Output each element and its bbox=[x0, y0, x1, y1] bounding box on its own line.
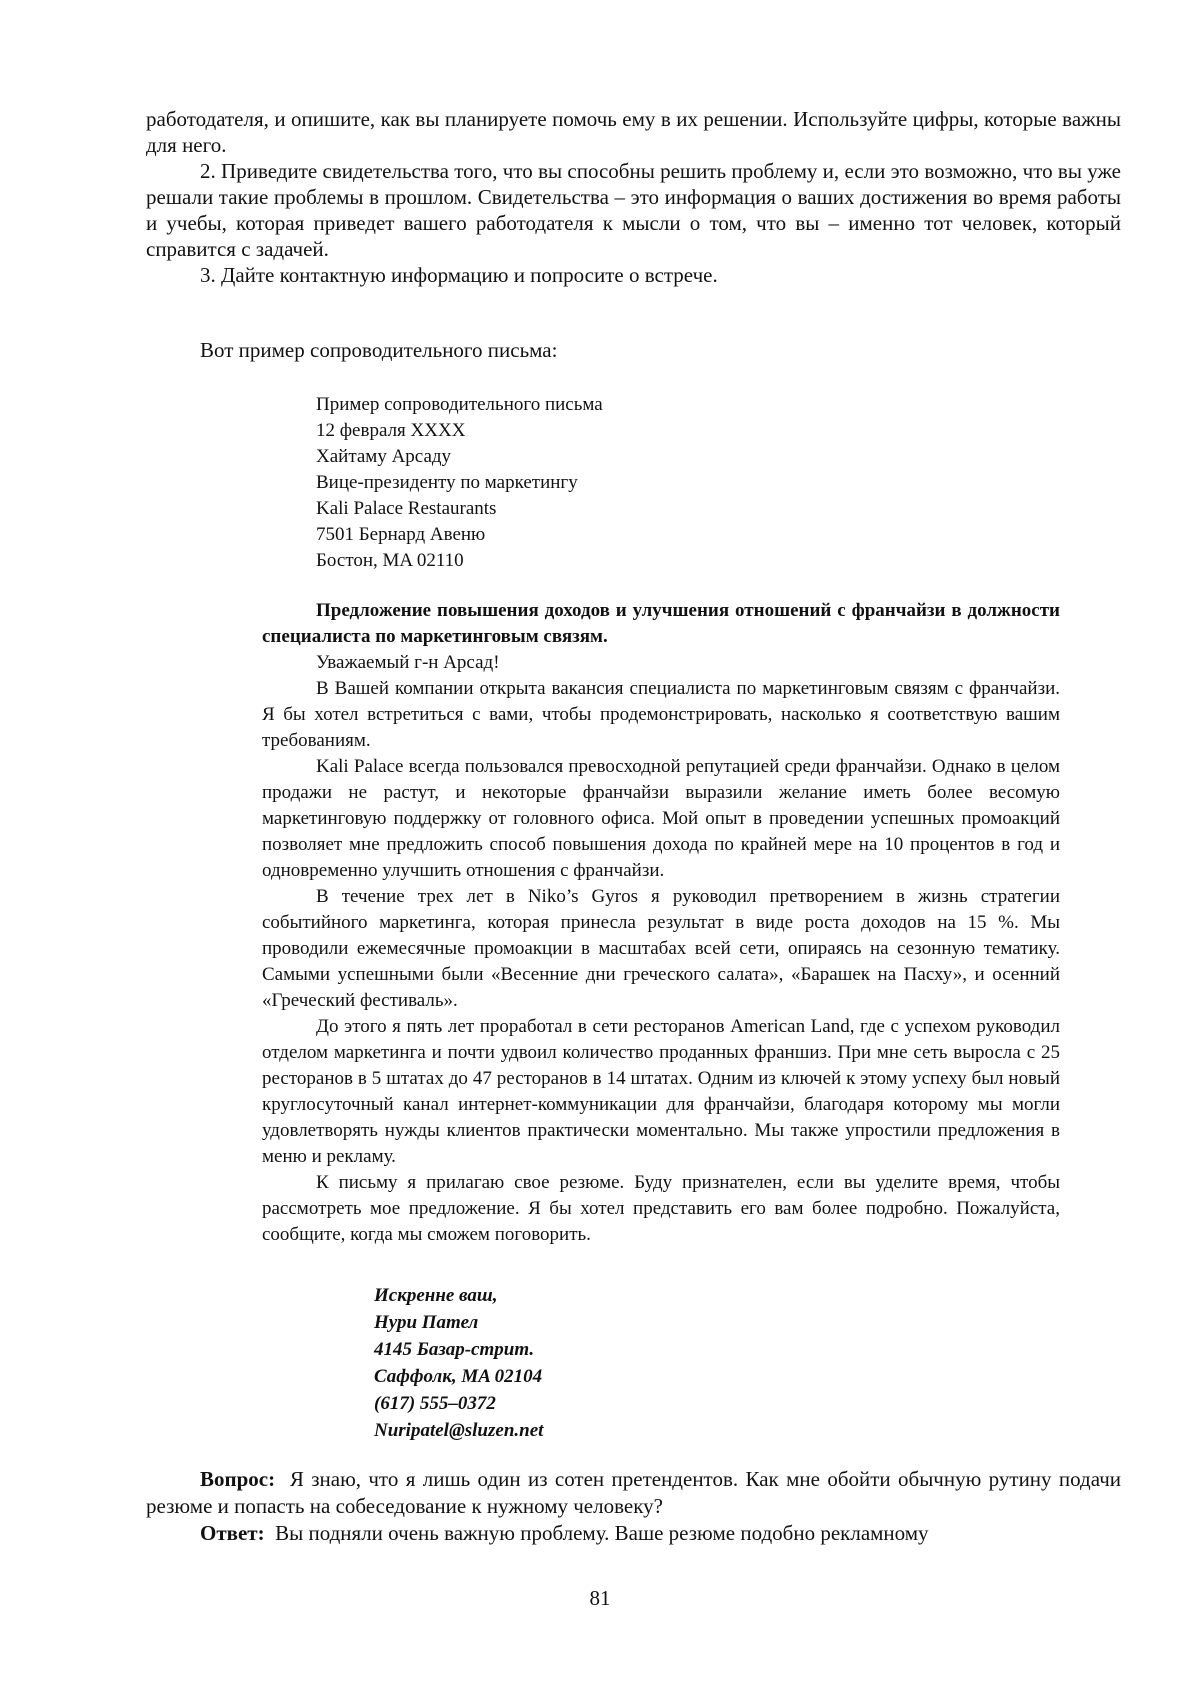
letter-street: 7501 Бернард Авеню bbox=[316, 524, 486, 545]
signature-email: Nuripatel@sluzen.net bbox=[374, 1420, 544, 1441]
letter-paragraph: В течение трех лет в Niko’s Gyros я руководил претворением в жизнь стратегии событийного маркетинга, которая принесла результат в виде роста доходов на 15 %. Мы проводили ежемесячные промоакции в масштабах всей сети, опираясь на сезонную тематику. Самыми успешными были «Весенние дни греческого салата», «Барашек на Пасху», и осенний «Греческий фестиваль». bbox=[262, 886, 1060, 1011]
signature-phone: (617) 555–0372 bbox=[374, 1393, 496, 1414]
letter-paragraph: В Вашей компании открыта вакансия специалиста по маркетинговым связям с франчайзи. Я бы хотел встретиться с вами, чтобы продемонстрировать, насколько я соответствую вашим требованиям. bbox=[262, 678, 1060, 751]
example-lead: Вот пример сопроводительного письма: bbox=[200, 338, 558, 362]
page-number: 81 bbox=[589, 1586, 611, 1610]
intro-section bbox=[146, 106, 1121, 288]
letter-recipient-position: Вице-президенту по маркетингу bbox=[316, 472, 578, 493]
letter-company: Kali Palace Restaurants bbox=[316, 498, 497, 519]
letter-paragraph: До этого я пять лет проработал в сети ресторанов American Land, где с успехом руководил отделом маркетинга и почти удвоил количество проданных франшиз. При мне сеть выросла с 25 ресторанов в 5 штатах до 47 ресторанов в 14 штатах. Одним из ключей к этому успеху был новый круглосуточный канал интернет-коммуникации для франчайзи, благодаря которому мы могли удовлетворять нужды клиентов практически моментально. Мы также упростили предложения в меню и рекламу. bbox=[262, 1016, 1060, 1167]
letter-salutation: Уважаемый г-н Арсад! bbox=[316, 652, 500, 673]
letter-city: Бостон, MA 02110 bbox=[316, 550, 464, 571]
letter-body bbox=[262, 598, 1060, 1248]
letter-address-block bbox=[316, 392, 603, 574]
letter-subject: Предложение повышения доходов и улучшения отношений с франчайзи в должности специалиста по маркетинговым связям. bbox=[262, 600, 1060, 647]
question-label: Вопрос: bbox=[200, 1467, 276, 1491]
question bbox=[146, 1466, 1121, 1520]
intro-point-2: 2. Приведите свидетельства того, что вы способны решить проблему и, если это возможно, что вы уже решали такие проблемы в прошлом. Свидетельства – это информация о ваших достижения во время работы и учебы, которая приведет вашего работодателя к мысли о том, что вы – именно тот человек, который справится с задачей. bbox=[146, 159, 1121, 261]
letter-paragraph: Kali Palace всегда пользовался превосходной репутацией среди франчайзи. Однако в целом продажи не растут, и некоторые франчайзи выразили желание иметь более весомую маркетинговую поддержку от головного офиса. Мой опыт в проведении успешных промоакций позволяет мне предложить способ повышения дохода по крайней мере на 10 процентов в год и одновременно улучшить отношения с франчайзи. bbox=[262, 756, 1060, 881]
signature-street: 4145 Базар-стрит. bbox=[374, 1339, 535, 1360]
signature-closing: Искренне ваш, bbox=[374, 1285, 498, 1306]
answer-text: Вы подняли очень важную проблему. Ваше резюме подобно рекламному bbox=[275, 1521, 929, 1545]
signature-name: Нури Пател bbox=[374, 1312, 479, 1333]
letter-date: 12 февраля XXXX bbox=[316, 420, 466, 441]
signature-city: Саффолк, MA 02104 bbox=[374, 1366, 543, 1387]
intro-continuation: работодателя, и опишите, как вы планируете помочь ему в их решении. Используйте цифры, которые важны для него. bbox=[146, 107, 1121, 157]
letter-signature bbox=[374, 1282, 543, 1444]
letter-recipient: Хайтаму Арсаду bbox=[316, 446, 452, 467]
letter-heading: Пример сопроводительного письма bbox=[316, 394, 603, 415]
answer bbox=[146, 1520, 1121, 1547]
letter-paragraph: К письму я прилагаю свое резюме. Буду признателен, если вы уделите время, чтобы рассмотреть мое предложение. Я бы хотел представить его вам более подробно. Пожалуйста, сообщите, когда мы сможем поговорить. bbox=[262, 1172, 1060, 1245]
answer-label: Ответ: bbox=[200, 1521, 265, 1545]
qa-section bbox=[146, 1466, 1121, 1547]
intro-point-3: 3. Дайте контактную информацию и попросите о встрече. bbox=[200, 263, 718, 287]
question-text: Я знаю, что я лишь один из сотен претендентов. Как мне обойти обычную рутину подачи резюме и попасть на собеседование к нужному человеку? bbox=[146, 1467, 1122, 1518]
